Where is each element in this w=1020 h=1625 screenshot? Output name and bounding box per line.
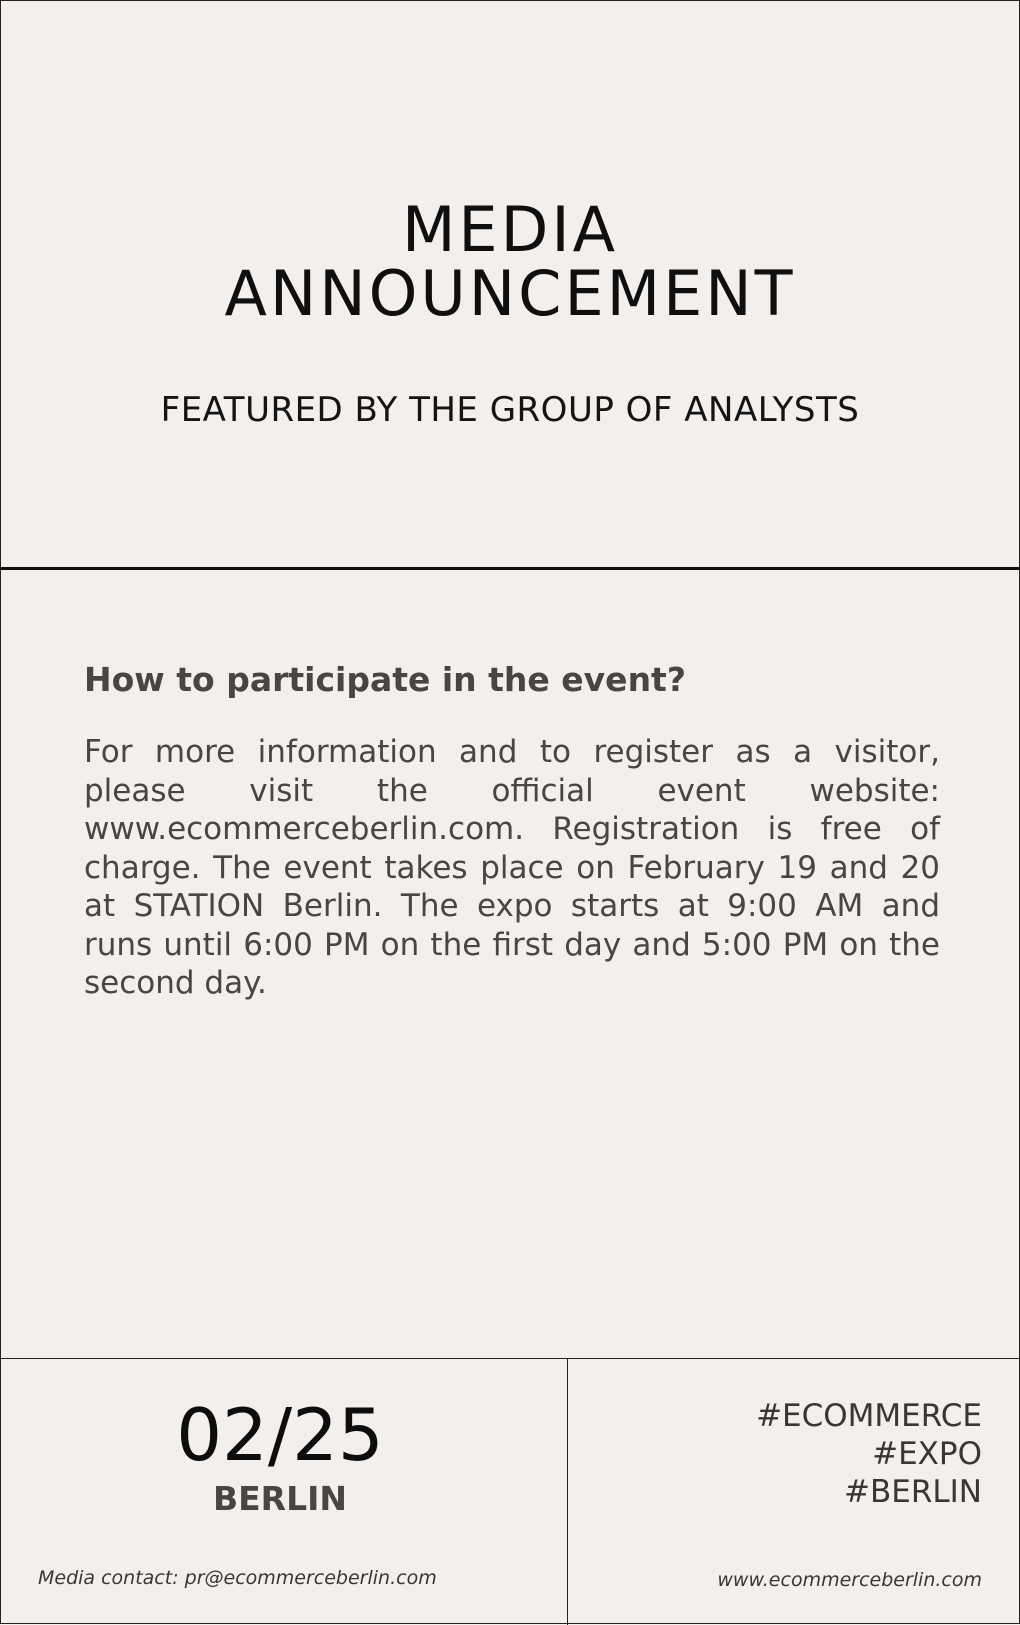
footer-section (0, 1358, 1020, 1625)
question-heading: How to participate in the event? (84, 660, 686, 699)
footer-divider (567, 1359, 568, 1625)
hashtag-berlin: #BERLIN (844, 1474, 982, 1510)
event-date: 02/25 (176, 1393, 384, 1477)
title-line-1: MEDIA (401, 193, 619, 266)
media-contact: Media contact: pr@ecommerceberlin.com (38, 1567, 437, 1589)
page-title (0, 193, 1020, 330)
header-section (0, 0, 1020, 570)
website-link[interactable]: www.ecommerceberlin.com (717, 1569, 982, 1591)
hashtag-ecommerce: #ECOMMERCE (756, 1398, 982, 1434)
title-line-2: ANNOUNCEMENT (224, 257, 796, 330)
subtitle: FEATURED BY THE GROUP OF ANALYSTS (160, 390, 860, 430)
body-paragraph: For more information and to register as a visitor, please visit the official event website: www.ecommerceberlin.com. Registration is free of charge. The event takes place on February 19 and 20 at STATION Berlin. The expo starts at 9:00 AM and runs until 6:00 PM on the first day and 5:00 PM on the second day. (84, 734, 940, 1001)
hashtags (756, 1397, 982, 1511)
event-city: BERLIN (212, 1479, 348, 1518)
hashtag-expo: #EXPO (872, 1436, 982, 1472)
body-section (84, 660, 940, 1003)
